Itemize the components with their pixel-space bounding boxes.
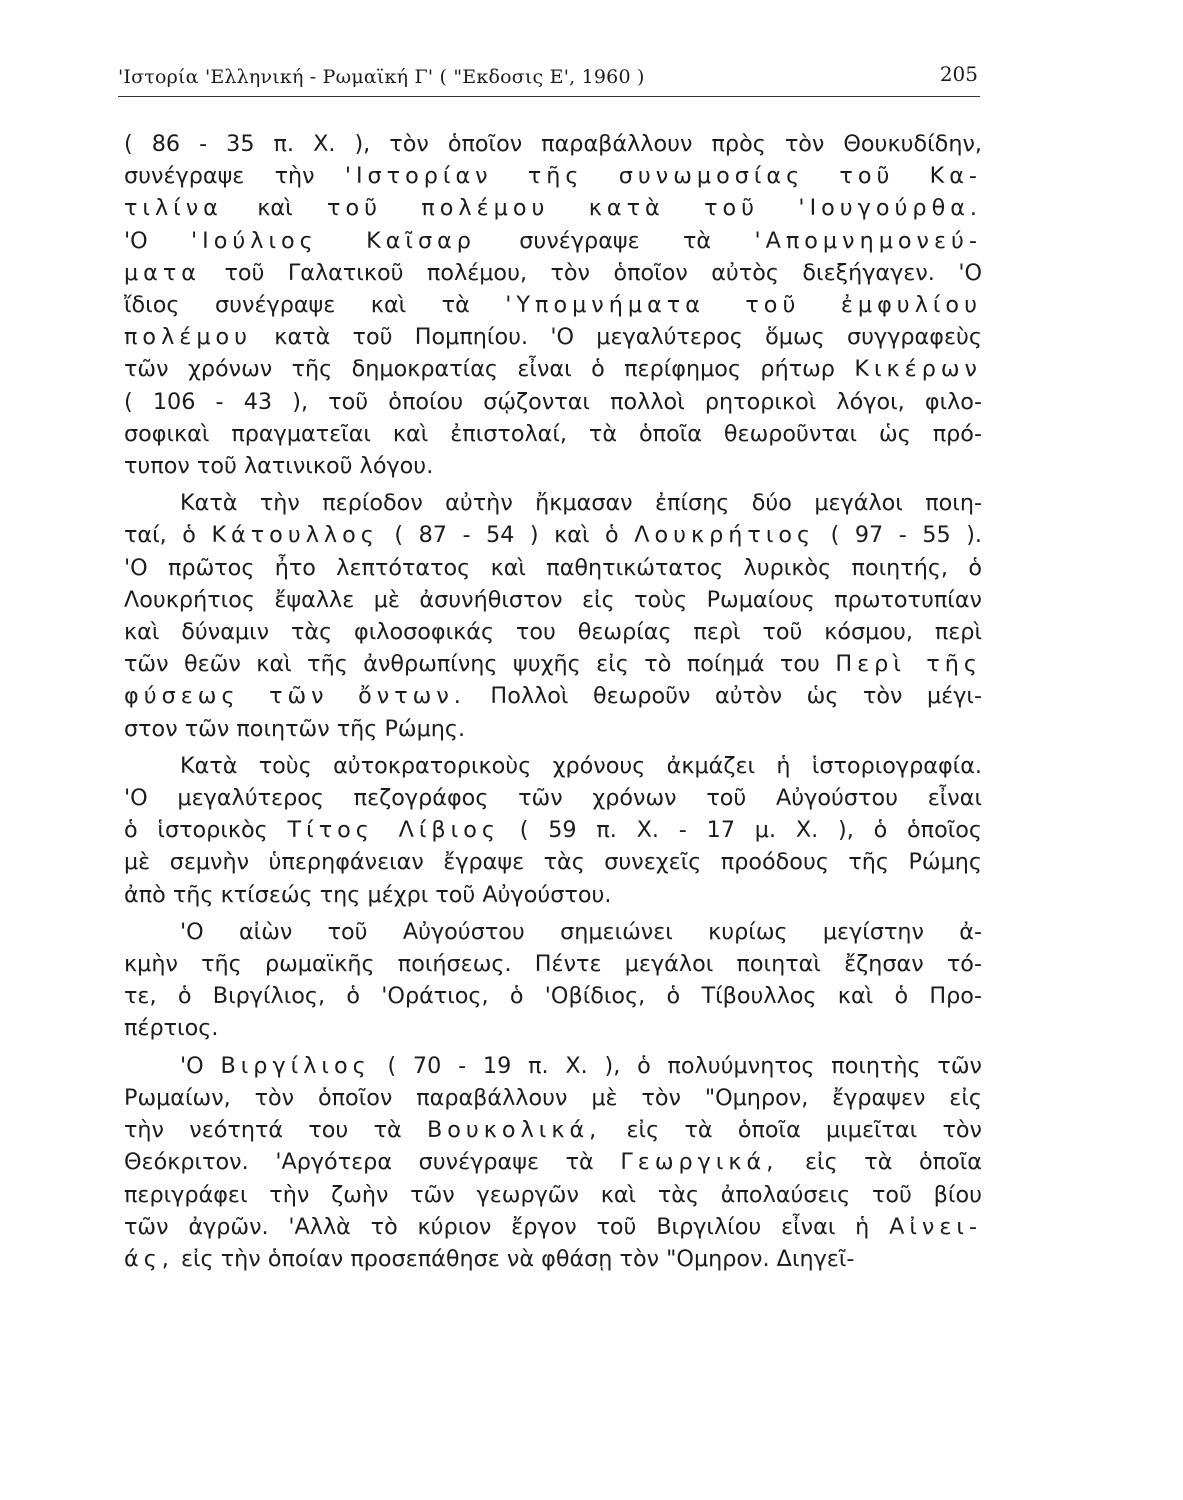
text-run: στον τῶν ποιητῶν τῆς Ρώμης. bbox=[124, 715, 466, 742]
spaced-emphasis: Λουκρήτιος bbox=[634, 522, 816, 549]
spaced-emphasis: τοῦ πολέμου κατὰ τοῦ 'Ιουγούρθα. bbox=[327, 195, 983, 222]
text-run: Λουκρήτιος ἔψαλλε μὲ ἀσυνήθιστον εἰς τοὺς Ρωμαίους πρωτοτυπίαν bbox=[124, 586, 982, 613]
spaced-emphasis: 'Υπομνήματα τοῦ ἐμφυλίου bbox=[505, 292, 982, 319]
text-line bbox=[124, 257, 982, 289]
text-run: ταί, ὁ bbox=[124, 522, 212, 549]
page-body bbox=[124, 128, 982, 1275]
text-run: συνέγραψε τὴν bbox=[124, 163, 345, 190]
spaced-emphasis: 'Απομνημονεύ- bbox=[754, 227, 982, 254]
text-line bbox=[124, 846, 982, 878]
text-run: ( 86 - 35 π. Χ. ), τὸν ὁποῖον παραβάλλουν πρὸς τὸν Θουκυδίδην, bbox=[124, 131, 982, 157]
spaced-emphasis: Βουκολικά, bbox=[426, 1117, 602, 1144]
text-line bbox=[124, 160, 982, 192]
text-run: τοῦ Γαλατικοῦ πολέμου, τὸν ὁποῖον αὐτὸς διεξήγαγεν. 'Ο bbox=[201, 259, 982, 286]
text-line bbox=[124, 321, 982, 353]
text-line bbox=[124, 980, 982, 1012]
text-run: ( 59 π. Χ. - 17 μ. Χ. ), ὁ ὁποῖος bbox=[499, 817, 982, 844]
text-line bbox=[124, 487, 982, 519]
text-run: περιγράφει τὴν ζωὴν τῶν γεωργῶν καὶ τὰς ἀπολαύσεις τοῦ βίου bbox=[124, 1181, 982, 1208]
spaced-emphasis: Γεωργικά, bbox=[620, 1149, 779, 1176]
text-run: κατὰ τοῦ Πομπηίου. 'Ο μεγαλύτερος ὅμως συγγραφεὺς bbox=[252, 324, 982, 351]
spaced-emphasis: Τίτος Λίβιος bbox=[287, 817, 500, 844]
text-run: 'Ο bbox=[180, 1052, 221, 1079]
text-run: ὁ ἱστορικὸς bbox=[124, 817, 288, 844]
text-line bbox=[124, 128, 982, 160]
text-line bbox=[124, 648, 982, 680]
text-line bbox=[124, 948, 982, 980]
text-run: Πολλοὶ θεωροῦν αὐτὸν ὡς τὸν μέγι- bbox=[465, 683, 983, 710]
spaced-emphasis: Κάτουλλος bbox=[211, 522, 379, 549]
text-run: ( 97 - 55 ). bbox=[815, 522, 982, 549]
text-line bbox=[124, 519, 982, 551]
text-line bbox=[124, 916, 982, 948]
text-run: 'Ο bbox=[124, 227, 192, 254]
text-line bbox=[124, 616, 982, 648]
text-run: ἀπὸ τῆς κτίσεώς της μέχρι τοῦ Αὐγούστου. bbox=[124, 881, 612, 908]
text-run: σοφικαὶ πραγματεῖαι καὶ ἐπιστολαί, τὰ ὁποῖα θεωροῦνται ὡς πρό- bbox=[124, 420, 982, 447]
text-run: Θεόκριτον. 'Αργότερα συνέγραψε τὰ bbox=[124, 1149, 621, 1176]
text-line bbox=[124, 1012, 982, 1044]
text-line bbox=[124, 1179, 982, 1211]
spaced-emphasis: 'Ιούλιος Καῖσαρ bbox=[191, 227, 476, 254]
text-line bbox=[124, 584, 982, 616]
text-run: ( 70 - 19 π. Χ. ), ὁ πολυύμνητος ποιητὴς τῶν bbox=[370, 1052, 982, 1079]
text-run: 'Ο αἰὼν τοῦ Αὐγούστου σημειώνει κυρίως μεγίστην ἀ- bbox=[180, 918, 982, 945]
text-run: καὶ δύναμιν τὰς φιλοσοφικάς του θεωρίας περὶ τοῦ κόσμου, περὶ bbox=[124, 619, 982, 646]
text-run: τῶν χρόνων τῆς δημοκρατίας εἶναι ὁ περίφημος ρήτωρ bbox=[124, 356, 855, 383]
text-line bbox=[124, 713, 982, 745]
text-run: τῶν ἀγρῶν. 'Αλλὰ τὸ κύριον ἔργον τοῦ Βιργιλίου εἶναι ἡ bbox=[124, 1213, 890, 1240]
text-run: ἴδιος συνέγραψε καὶ τὰ bbox=[124, 292, 506, 319]
text-run: τυπον τοῦ λατινικοῦ λόγου. bbox=[124, 453, 434, 480]
text-run: 'Ο πρῶτος ἦτο λεπτότατος καὶ παθητικώτατος λυρικὸς ποιητής, ὁ bbox=[124, 554, 982, 581]
text-run: Ρωμαίων, τὸν ὁποῖον παραβάλλουν μὲ τὸν "Ομηρον, ἔγραψεν εἰς bbox=[124, 1084, 982, 1111]
text-run: καὶ bbox=[222, 195, 328, 222]
text-run: συνέγραψε τὰ bbox=[475, 227, 755, 254]
text-line bbox=[124, 814, 982, 846]
spaced-emphasis: άς, bbox=[124, 1245, 174, 1272]
spaced-emphasis: πολέμου bbox=[124, 324, 253, 351]
running-header bbox=[118, 62, 980, 97]
text-line bbox=[124, 1082, 982, 1114]
spaced-emphasis: φύσεως τῶν ὄντων. bbox=[124, 683, 466, 710]
text-run: τε, ὁ Βιργίλιος, ὁ 'Οράτιος, ὁ 'Οβίδιος, ὁ Τίβουλλος καὶ ὁ Προ- bbox=[124, 983, 982, 1010]
text-run: πέρτιος. bbox=[124, 1015, 219, 1042]
spaced-emphasis: 'Ιστορίαν τῆς συνωμοσίας τοῦ Κα- bbox=[344, 163, 982, 190]
text-run: τὴν νεότητά του τὰ bbox=[124, 1117, 427, 1144]
text-line bbox=[124, 289, 982, 321]
text-line bbox=[124, 192, 982, 224]
text-line bbox=[124, 552, 982, 584]
spaced-emphasis: Αἰνει- bbox=[889, 1213, 982, 1240]
text-run: μὲ σεμνὴν ὑπερηφάνειαν ἔγραψε τὰς συνεχεῖς προόδους τῆς Ρώμης bbox=[124, 849, 982, 876]
text-line bbox=[124, 225, 982, 257]
text-run: εἰς τὰ ὁποῖα bbox=[778, 1149, 982, 1176]
text-line bbox=[124, 386, 982, 418]
text-line bbox=[124, 750, 982, 782]
text-run: εἰς τὴν ὁποίαν προσεπάθησε νὰ φθάσῃ τὸν "Ομηρον. Διηγεῖ- bbox=[173, 1245, 855, 1272]
text-run: τῶν θεῶν καὶ τῆς ἀνθρωπίνης ψυχῆς εἰς τὸ ποίημά του bbox=[124, 651, 836, 678]
text-line bbox=[124, 1243, 982, 1275]
page-number: 205 bbox=[939, 62, 978, 86]
text-run: ( 106 - 43 ), τοῦ ὁποίου σῴζονται πολλοὶ ρητορικοὶ λόγοι, φιλο- bbox=[124, 388, 982, 415]
text-run: Κατὰ τὴν περίοδον αὐτὴν ἤκμασαν ἐπίσης δύο μεγάλοι ποιη- bbox=[180, 490, 982, 517]
text-run: Κατὰ τοὺς αὐτοκρατορικοὺς χρόνους ἀκμάζει ἡ ἱστοριογραφία. bbox=[180, 752, 982, 779]
text-line bbox=[124, 782, 982, 814]
text-run: κμὴν τῆς ρωμαϊκῆς ποιήσεως. Πέντε μεγάλοι ποιηταὶ ἔζησαν τό- bbox=[124, 951, 982, 978]
text-line bbox=[124, 1050, 982, 1082]
spaced-emphasis: Περὶ τῆς bbox=[835, 651, 982, 678]
text-line bbox=[124, 879, 982, 911]
spaced-emphasis: τιλίνα bbox=[124, 195, 223, 222]
text-run: 'Ο μεγαλύτερος πεζογράφος τῶν χρόνων τοῦ Αὐγούστου εἶναι bbox=[124, 785, 982, 812]
text-line bbox=[124, 418, 982, 450]
spaced-emphasis: Κικέρων bbox=[854, 356, 982, 383]
text-run: ( 87 - 54 ) καὶ ὁ bbox=[378, 522, 635, 549]
text-line bbox=[124, 353, 982, 385]
text-run: εἰς τὰ ὁποῖα μιμεῖται τὸν bbox=[601, 1117, 982, 1144]
header-title: 'Ιστορία 'Ελληνική - Ρωμαϊκή Γ' ( "Εκδοσις Ε', 1960 ) bbox=[118, 66, 645, 88]
text-line bbox=[124, 1114, 982, 1146]
text-line bbox=[124, 1211, 982, 1243]
text-line bbox=[124, 1146, 982, 1178]
text-line bbox=[124, 680, 982, 712]
spaced-emphasis: Βιργίλιος bbox=[220, 1052, 371, 1079]
text-line bbox=[124, 450, 982, 482]
spaced-emphasis: ματα bbox=[124, 259, 202, 286]
